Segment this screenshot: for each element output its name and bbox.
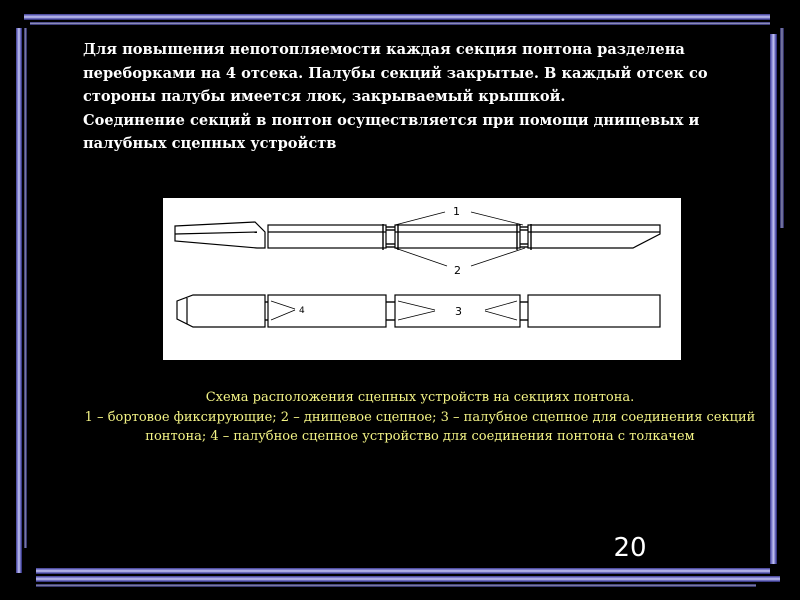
section-bottom-2 <box>268 295 386 327</box>
page-number: 20 <box>613 533 647 563</box>
stern-section-top <box>528 225 660 248</box>
body-text <box>83 38 723 156</box>
left-border-bar-thin <box>24 28 27 548</box>
figure-label-1: 1 <box>453 205 460 218</box>
section-top-2 <box>268 225 386 248</box>
top-border-bar <box>24 14 770 20</box>
bow-section-bottom <box>177 295 265 327</box>
section-top-3 <box>395 225 520 248</box>
right-border-bar <box>770 34 777 564</box>
paragraph-2: Соединение секций в понтон осуществляется при помощи днищевых и палубных сцепных устройств <box>83 111 700 152</box>
pontoon-diagram <box>163 198 681 360</box>
paragraph-1: Для повышения непотопляемости каждая секция понтона разделена переборками на 4 отсека. Палубы секций закрытые. В каждый отсек со стороны палубы имеется люк, закрываемый крышкой. <box>83 41 708 105</box>
bottom-border-bar <box>36 568 770 574</box>
bottom-border-bar-2 <box>36 576 780 582</box>
left-border-bar <box>16 28 22 573</box>
top-border-bar-thin <box>30 22 770 25</box>
figure-label-2: 2 <box>454 264 461 277</box>
right-border-bar-thin <box>780 28 784 228</box>
figure-label-4: 4 <box>299 306 305 316</box>
figure-caption <box>80 388 760 447</box>
caption-body: 1 – бортовое фиксирующие; 2 – днищевое сцепное; 3 – палубное сцепное для соединения секций понтона; 4 – палубное сцепное устройство для соединения понтона с толкачем <box>84 409 756 444</box>
bottom-border-bar-thin <box>36 584 756 587</box>
bow-section-top <box>175 222 265 248</box>
figure-label-3: 3 <box>455 305 462 318</box>
section-bottom-4 <box>528 295 660 327</box>
caption-title: Схема расположения сцепных устройств на секциях понтона. <box>205 390 635 405</box>
